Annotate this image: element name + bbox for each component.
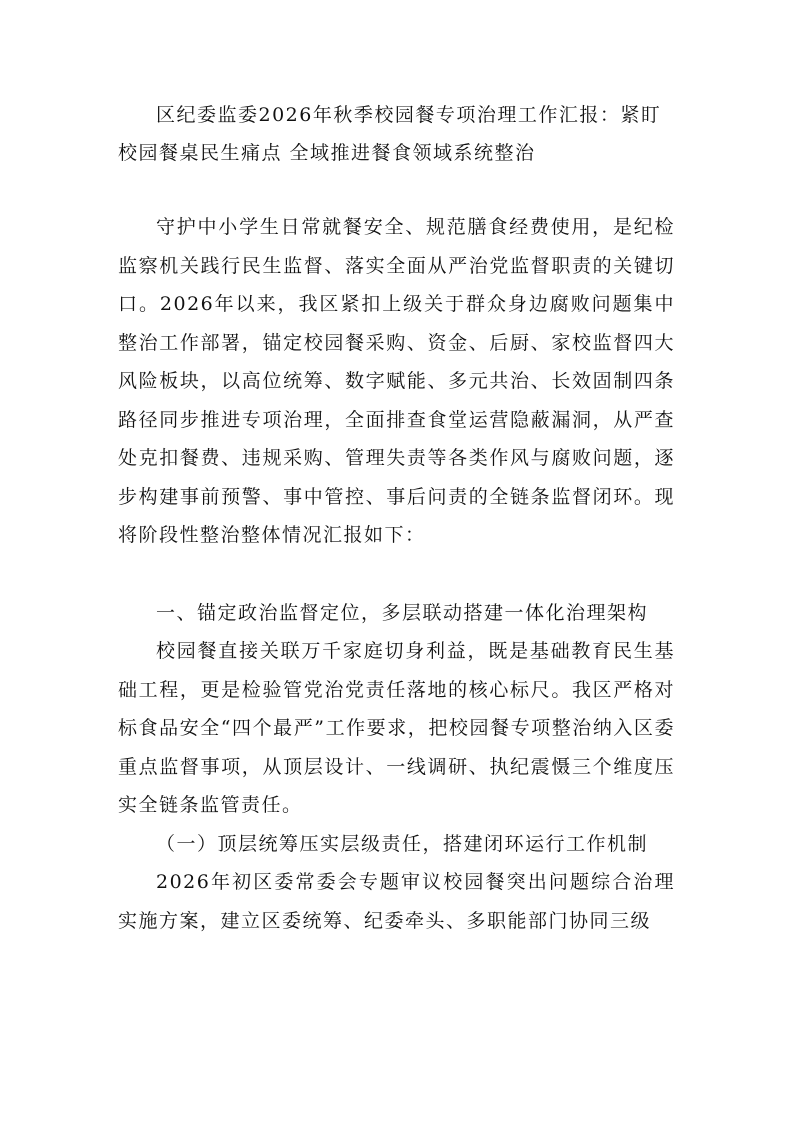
spacer [118, 172, 675, 208]
subsection-1-paragraph: 2026年初区委常委会专题审议校园餐突出问题综合治理实施方案，建立区委统筹、纪委牵头、多职能部门协同三级 [118, 871, 675, 932]
document-title: 区纪委监委2026年秋季校园餐专项治理工作汇报：紧盯校园餐桌民生痛点 全域推进餐食领域系统整治 [118, 104, 662, 164]
subsection-heading-1: （一）顶层统筹压实层级责任，搭建闭环运行工作机制 [156, 832, 649, 855]
section-heading-1: 一、锚定政治监督定位，多层联动搭建一体化治理架构 [156, 601, 649, 624]
section-1-paragraph: 校园餐直接关联万千家庭切身利益，既是基础教育民生基础工程，更是检验管党治党责任落地的核心标尺。我区严格对标食品安全“四个最严”工作要求，把校园餐专项整治纳入区委重点监督事项，从顶层设计、一线调研、执纪震慑三个维度压实全链条监管责任。 [118, 640, 675, 816]
spacer [118, 555, 675, 594]
intro-paragraph: 守护中小学生日常就餐安全、规范膳食经费使用，是纪检监察机关践行民生监督、落实全面从严治党监督职责的关键切口。2026年以来，我区紧扣上级关于群众身边腐败问题集中整治工作部署，锚定校园餐采购、资金、后厨、家校监督四大风险板块，以高位统筹、数字赋能、多元共治、长效固制四条路径同步推进专项治理，全面排查食堂运营隐蔽漏洞，从严查处克扣餐费、违规采购、管理失责等各类作风与腐败问题，逐步构建事前预警、事中管控、事后问责的全链条监督闭环。现将阶段性整治整体情况汇报如下： [118, 216, 675, 546]
